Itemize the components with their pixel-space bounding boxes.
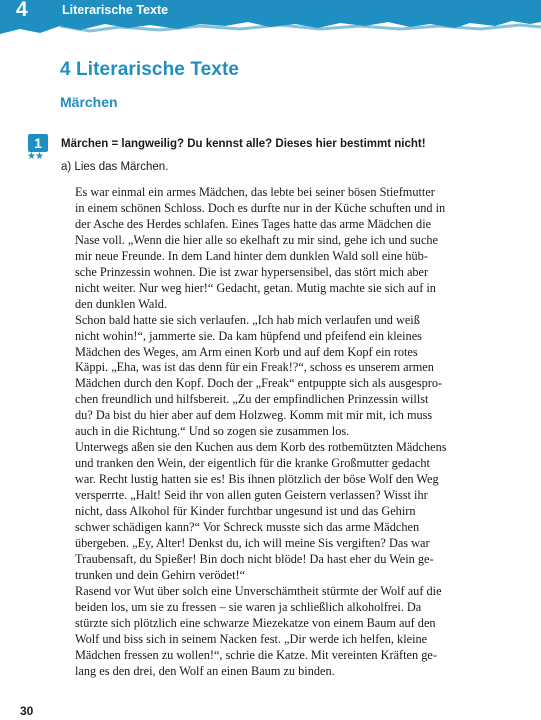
story-line: lang es den drei, den Wolf an einen Baum zu binden.: [75, 663, 335, 678]
story-line: in einem schönen Schloss. Doch es durfte nur in der Küche schuften und in: [75, 200, 446, 215]
story-line: und tranken den Wein, der eigentlich für die kranke Großmutter gedacht: [75, 456, 430, 471]
story-line: nicht weiter. Nur weg hier!“ Gedacht, getan. Mutig machte sie sich auf in: [75, 280, 436, 295]
task-title: Märchen = langweilig? Du kennst alle? Dieses hier bestimmt nicht!: [61, 138, 426, 150]
story-line: schwer schädigen kann?“ Vor Schreck musste sich das arme Mädchen: [75, 520, 420, 535]
story-line: Käppi. „Eha, was ist das denn für ein Freak!?“, schoss es unserem armen: [75, 360, 434, 375]
page-title: 4 Literarische Texte: [60, 59, 240, 80]
difficulty-stars-icon: ★★: [27, 151, 43, 162]
story-line: Mädchen durch den Kopf. Doch der „Freak“ entpuppte sich als ausgespro-: [75, 376, 443, 391]
story-line: sche Prinzessin wohnen. Die ist zwar hypersensibel, das stört mich aber: [75, 264, 429, 279]
story-line: Rasend vor Wut über solch eine Unverschämtheit stürmte der Wolf auf die: [75, 583, 442, 598]
chapter-number: 4: [16, 0, 28, 21]
story-line: nicht wohin!“, jammerte sie. Da kam hüpfend und pfeifend ein kleines: [75, 328, 422, 343]
story-line: den dunklen Wald.: [75, 296, 168, 311]
story-line: du? Da bist du hier aber auf dem Holzweg. Komm mit mir mit, ich muss: [75, 408, 433, 423]
story-line: Traubensaft, du Spießer! Bin doch nicht blöde! Da hast eher du Wein ge-: [75, 551, 434, 566]
chapter-title: Literarische Texte: [62, 3, 169, 17]
section-heading: Märchen: [60, 94, 118, 110]
story-line: beiden los, um sie zu fressen – sie waren ja schließlich alkoholfrei. Da: [75, 599, 422, 614]
story-line: nicht, dass Alkohol für Kinder furchtbar ungesund ist und das Gehirn: [75, 504, 416, 519]
story-line: trunken und dein Gehirn verödet!“: [75, 567, 246, 582]
task-instruction: a) Lies das Märchen.: [61, 161, 169, 173]
story-line: auch in die Richtung.“ Und so zogen sie zusammen los.: [75, 424, 350, 439]
story-line: Mädchen des Weges, am Arm einen Korb und auf dem Kopf ein rotes: [75, 344, 418, 359]
story-line: der Asche des Herdes schlafen. Eines Tages hatte das arme Mädchen die: [75, 216, 432, 231]
story-line: übergeben. „Ey, Alter! Denkst du, ich will meine Sis vergiften? Das war: [75, 535, 430, 550]
story-line: chen freundlich und hilfsbereit. „Zu der empfindlichen Prinzessin willst: [75, 392, 429, 407]
story-line: Unterwegs aßen sie den Kuchen aus dem Korb des rotbemützten Mädchens: [75, 440, 447, 455]
page-number: 30: [20, 704, 34, 718]
story-line: versperrte. „Halt! Seid ihr von allen guten Geistern verlassen? Wisst ihr: [75, 488, 428, 503]
chapter-header-band: [0, 0, 541, 38]
story-line: Wolf und biss sich in seinem Nacken fest. „Dir werde ich helfen, kleine: [75, 631, 428, 646]
task-number-badge: 1: [28, 134, 48, 152]
story-line: Es war einmal ein armes Mädchen, das lebte bei seiner bösen Stiefmutter: [75, 185, 435, 199]
story-line: war. Recht lustig hatten sie es! Bis ihnen plötzlich der böse Wolf den Weg: [75, 472, 439, 487]
story-line: stürzte sich plötzlich eine schwarze Miezekatze von einem Baum auf den: [75, 615, 436, 630]
story-line: Nase voll. „Wenn die hier alle so ekelhaft zu mir sind, gehe ich und suche: [75, 232, 439, 247]
story-line: Mädchen fressen zu wollen!“, schrie die Katze. Mit vereinten Kräften ge-: [75, 647, 437, 662]
story-line: mir neue Freunde. In dem Land hinter dem dunklen Wald soll eine hüb-: [75, 248, 428, 263]
story-text: [75, 185, 515, 680]
story-line: Schon bald hatte sie sich verlaufen. „Ich hab mich verlaufen und weiß: [75, 312, 420, 327]
